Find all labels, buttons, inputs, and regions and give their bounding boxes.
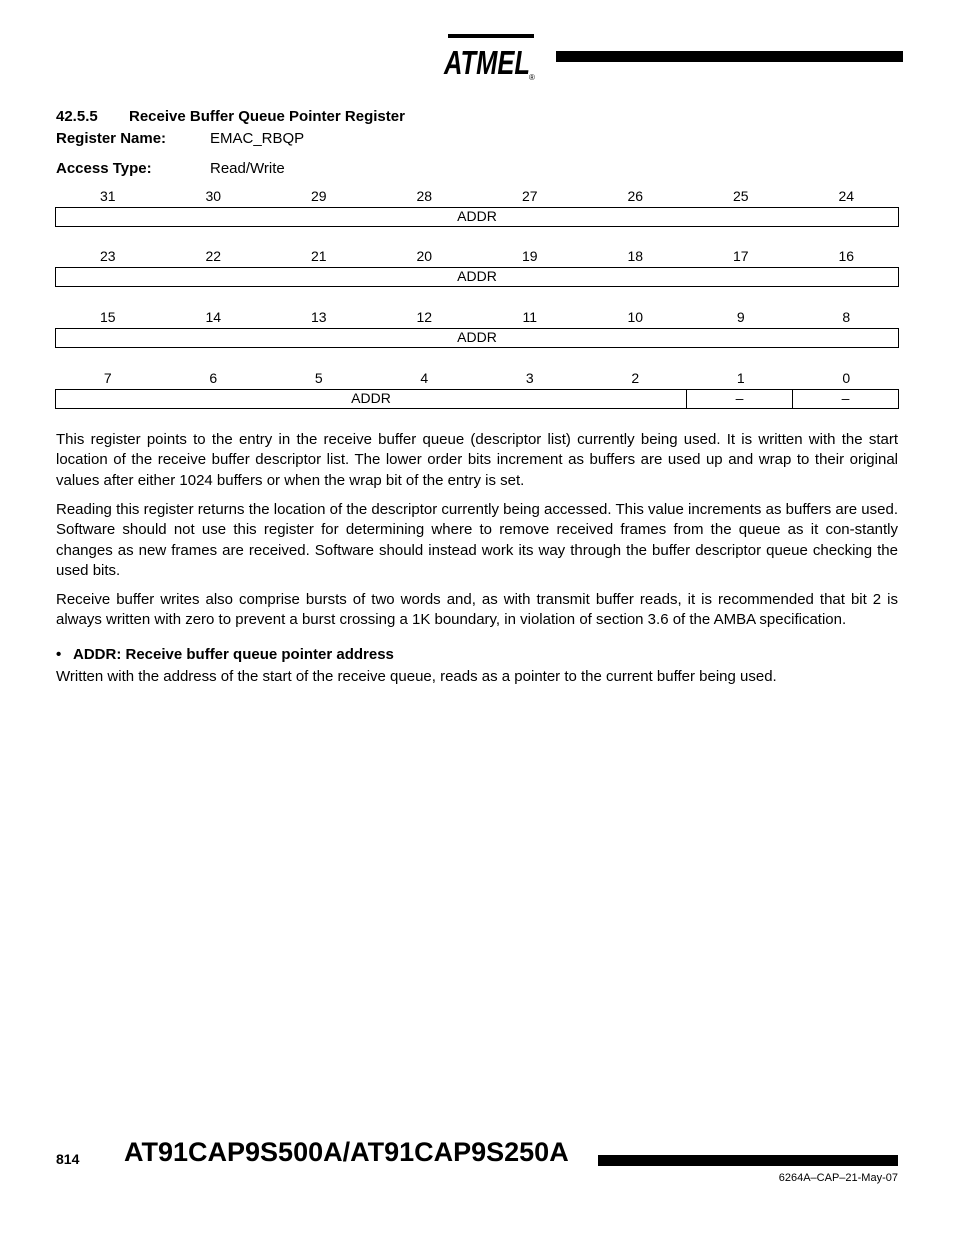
bit-row-23-16	[55, 248, 899, 287]
section-title: Receive Buffer Queue Pointer Register	[129, 108, 405, 125]
bit-number: 4	[420, 370, 429, 386]
register-name-value: EMAC_RBQP	[210, 130, 305, 147]
description-paragraph: This register points to the entry in the receive buffer queue (descriptor list) currently being used. It is written with the start location of the receive buffer descriptor list. The lower order bits increment as buffers are used up and wrap to their original values after either 1024 buffers or when the wrap bit of the entry is set.	[56, 431, 898, 489]
field-addr: ADDR	[351, 390, 391, 406]
bit-number: 29	[310, 188, 327, 204]
bit-numbers	[55, 309, 899, 327]
bit-number: 15	[99, 309, 116, 325]
bit-number: 21	[310, 248, 327, 264]
bit-row-15-8	[55, 309, 899, 348]
field-description: Written with the address of the start of the receive queue, reads as a pointer to the current buffer being used.	[56, 668, 777, 685]
description-paragraph: Receive buffer writes also comprise bursts of two words and, as with transmit buffer reads, it is recommended that bit 2 is always written with zero to prevent a burst crossing a 1K boundary, in violation of section 3.6 of the AMBA specification.	[56, 591, 898, 629]
section-heading	[56, 108, 405, 125]
field-cells	[55, 389, 899, 409]
bit-number: 6	[209, 370, 218, 386]
bit-number: 8	[842, 309, 851, 325]
bit-number: 9	[736, 309, 745, 325]
field-heading	[56, 646, 394, 663]
bit-number: 10	[627, 309, 644, 325]
bit-number: 28	[416, 188, 433, 204]
document-title: AT91CAP9S500A/AT91CAP9S250A	[124, 1137, 569, 1167]
bit-number: 20	[416, 248, 433, 264]
bit-numbers	[55, 248, 899, 266]
bit-number: 11	[522, 309, 538, 325]
bit-number: 27	[521, 188, 538, 204]
bit-number: 18	[627, 248, 644, 264]
bit-number: 12	[416, 309, 433, 325]
bit-number: 30	[205, 188, 222, 204]
bit-number: 7	[103, 370, 112, 386]
registered-mark: ®	[529, 73, 535, 82]
bit-numbers	[55, 188, 899, 206]
field-reserved: –	[792, 390, 898, 408]
field-cells	[55, 267, 899, 287]
bit-number: 0	[842, 370, 851, 386]
bit-number: 26	[627, 188, 644, 204]
bit-number: 13	[310, 309, 327, 325]
field-reserved: –	[686, 390, 792, 408]
bit-number: 2	[631, 370, 640, 386]
bit-number: 23	[99, 248, 116, 264]
atmel-logo	[440, 30, 540, 82]
bit-number: 3	[525, 370, 534, 386]
field-cells	[55, 207, 899, 227]
bit-number: 31	[99, 188, 116, 204]
document-reference: 6264A–CAP–21-May-07	[778, 1172, 898, 1184]
field-addr: ADDR	[457, 208, 497, 224]
bit-number: 1	[736, 370, 745, 386]
footer-rule	[598, 1155, 898, 1166]
access-type-label: Access Type:	[56, 160, 152, 177]
bit-number: 5	[314, 370, 323, 386]
description-paragraph: Reading this register returns the location of the descriptor currently being accessed. This value increments as buffers are used. Software should not use this register for determining where to remove received frames from the queue as it con-stantly changes as new frames are received. Software should instead work its way through the buffer descriptor queue checking the used bits.	[56, 501, 898, 579]
section-number: 42.5.5	[56, 108, 98, 125]
bit-row-7-0	[55, 370, 899, 409]
bit-numbers	[55, 370, 899, 388]
bit-number: 16	[838, 248, 855, 264]
bit-number: 25	[732, 188, 749, 204]
field-addr: ADDR	[457, 329, 497, 345]
access-type-value: Read/Write	[210, 160, 285, 177]
bullet-icon: •	[56, 646, 62, 663]
bit-number: 17	[732, 248, 749, 264]
field-addr: ADDR	[457, 268, 497, 284]
bit-number: 19	[521, 248, 538, 264]
logo-text: ATMEL	[443, 44, 530, 81]
bit-number: 14	[205, 309, 222, 325]
bit-number: 24	[838, 188, 855, 204]
field-heading-text: ADDR: Receive buffer queue pointer address	[73, 646, 394, 663]
header-rule	[556, 51, 903, 62]
page-number: 814	[56, 1151, 80, 1167]
bit-row-31-24	[55, 188, 899, 227]
bit-number: 22	[205, 248, 222, 264]
register-name-label: Register Name:	[56, 130, 167, 147]
atmel-logo-icon	[440, 30, 540, 82]
field-cells	[55, 328, 899, 348]
